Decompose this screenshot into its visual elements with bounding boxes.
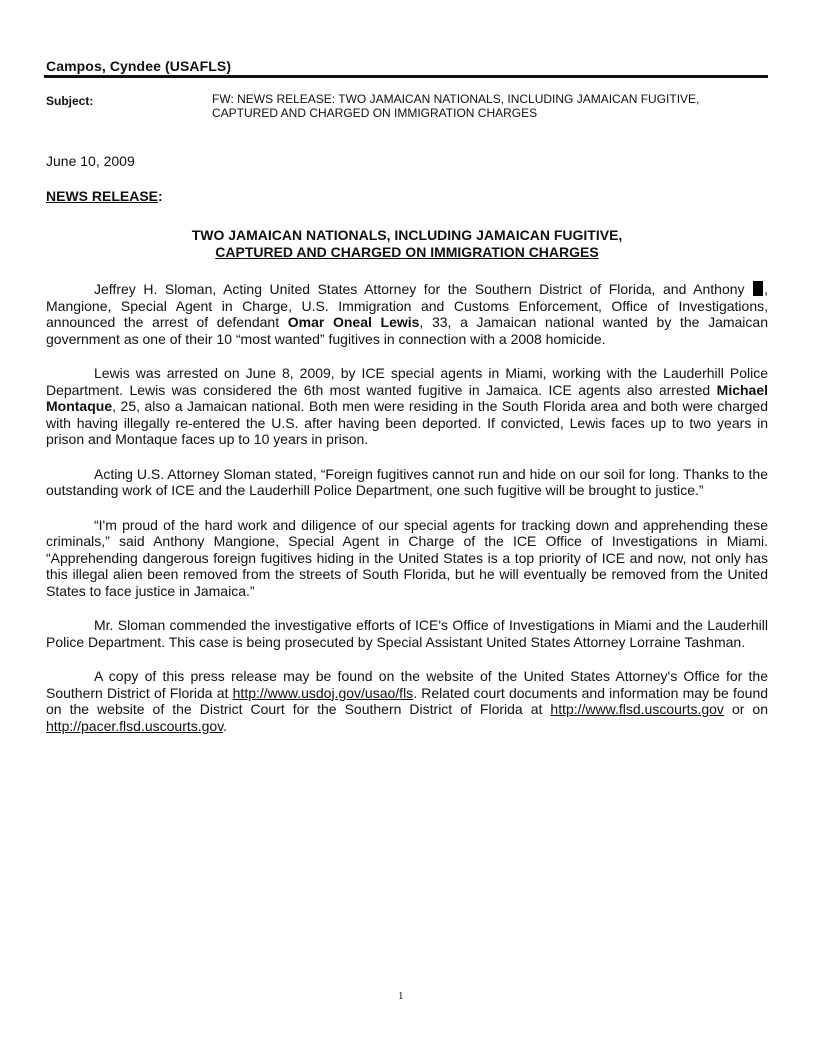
p1-text-a: Jeffrey H. Sloman, Acting United States Attorney for the Southern District of Florida, and Anthony xyxy=(94,281,745,297)
p6-text-d: . xyxy=(223,717,228,734)
page-number: 1 xyxy=(398,990,404,1002)
release-date: June 10, 2009 xyxy=(46,153,135,169)
subject-line-1: FW: NEWS RELEASE: TWO JAMAICAN NATIONALS, INCLUDING JAMAICAN FUGITIVE, xyxy=(212,92,700,106)
subject-label: Subject: xyxy=(46,94,94,108)
pacer-link[interactable]: http://pacer.flsd.uscourts.gov xyxy=(46,717,224,734)
defendant-name-lewis: Omar Oneal Lewis xyxy=(287,314,420,330)
usao-link[interactable]: http://www.usdoj.gov/usao/fls xyxy=(232,684,414,701)
subject-line-2: CAPTURED AND CHARGED ON IMMIGRATION CHARGES xyxy=(212,106,538,120)
article-body xyxy=(46,281,768,752)
paragraph-1 xyxy=(46,281,768,347)
p1-text-b: , Mangione, Special Agent in Charge, U.S. Immigration and Customs Enforcement, Office of Investigations, announced the arrest of defendant xyxy=(46,281,768,330)
paragraph-3: Acting U.S. Attorney Sloman stated, “Foreign fugitives cannot run and hide on our soil for long. Thanks to the outstanding work of ICE and the Lauderhill Police Department, one such fugitive will be brought to justice.” xyxy=(46,465,768,498)
subject-text xyxy=(212,92,772,120)
paragraph-2 xyxy=(46,365,768,448)
paragraph-5: Mr. Sloman commended the investigative efforts of ICE's Office of Investigations in Miami and the Lauderhill Police Department. This case is being prosecuted by Special Assistant United States Attorney Lorraine Tashman. xyxy=(46,617,768,650)
news-release-label xyxy=(46,188,163,204)
paragraph-6 xyxy=(46,668,768,734)
p6-text-a: A copy of this press release may be found on the website of the United States Attorney's Office for the Southern District of Florida at xyxy=(46,668,768,701)
header-divider xyxy=(44,75,768,78)
p6-text-c: or on xyxy=(731,701,768,717)
p2-text-b: , 25, also a Jamaican national. Both men were residing in the South Florida area and both were charged with having illegally re-entered the U.S. after having been deported. If convicted, Lewis faces up to two years in prison and Montaque faces up to 10 years in prison. xyxy=(46,398,768,447)
defendant-name-montaque: Michael Montaque xyxy=(46,381,769,414)
p6-text-b: . Related court documents and information may be found on the website of the District Court for the Southern District of Florida at xyxy=(46,684,769,717)
redaction-box xyxy=(753,281,763,296)
headline-line-2: CAPTURED AND CHARGED ON IMMIGRATION CHARGES xyxy=(215,244,599,260)
headline-line-1: TWO JAMAICAN NATIONALS, INCLUDING JAMAICAN FUGITIVE, xyxy=(191,227,623,243)
paragraph-4: “I'm proud of the hard work and diligence of our special agents for tracking down and apprehending these criminals,” said Anthony Mangione, Special Agent in Charge of the ICE Office of Investigations in Miami. “Apprehending dangerous foreign fugitives hiding in the United States is a top priority of ICE and now, not only has this illegal alien been removed from the streets of South Florida, but he will eventually be removed from the United States to face justice in Jamaica.” xyxy=(46,516,768,599)
p2-text-a: Lewis was arrested on June 8, 2009, by ICE special agents in Miami, working with the Lauderhill Police Department. Lewis was considered the 6th most wanted fugitive in Jamaica. ICE agents also arrested xyxy=(46,365,768,398)
news-release-text: NEWS RELEASE xyxy=(46,188,159,204)
headline xyxy=(46,227,768,261)
news-release-colon: : xyxy=(158,188,163,204)
sender-name: Campos, Cyndee (USAFLS) xyxy=(46,58,232,74)
p1-text-c: , 33, a Jamaican national wanted by the Jamaican government as one of their 10 “most wanted” fugitives in connection with a 2008 homicide. xyxy=(46,314,768,347)
flsd-link[interactable]: http://www.flsd.uscourts.gov xyxy=(550,701,724,717)
